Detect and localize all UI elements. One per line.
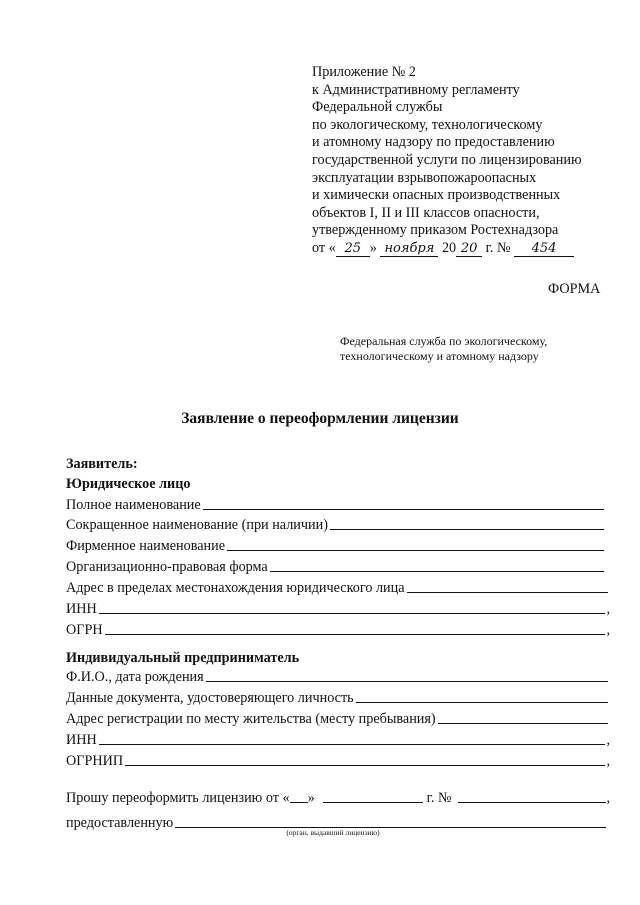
field-ogrn[interactable] bbox=[66, 619, 610, 639]
field-line[interactable] bbox=[203, 496, 604, 510]
appendix-line: Приложение № 2 bbox=[312, 64, 416, 80]
field-identity-document[interactable] bbox=[66, 687, 608, 707]
request-month-field[interactable] bbox=[323, 789, 423, 803]
field-short-name[interactable] bbox=[66, 514, 604, 534]
date-mid: » bbox=[369, 239, 377, 256]
field-inn-legal[interactable] bbox=[66, 598, 610, 618]
document-title: Заявление о переоформлении лицензии bbox=[181, 410, 459, 427]
field-inn-entrepreneur[interactable] bbox=[66, 729, 610, 749]
field-label: Фирменное наименование bbox=[66, 538, 225, 554]
appendix-line: по экологическому, технологическому bbox=[312, 116, 543, 133]
order-date-line bbox=[312, 240, 622, 258]
appendix-line: эксплуатации взрывопожароопасных bbox=[312, 169, 537, 186]
field-label: ИНН bbox=[66, 601, 97, 617]
field-label: Адрес в пределах местонахождения юридического лица bbox=[66, 580, 405, 596]
field-label: предоставленную bbox=[66, 815, 174, 831]
order-number: 454 bbox=[514, 241, 574, 257]
issuing-authority-caption: (орган, выдавший лицензию) bbox=[286, 828, 380, 837]
appendix-line: объектов I, II и III классов опасности, bbox=[312, 204, 540, 221]
field-line[interactable] bbox=[206, 668, 608, 682]
request-year-suffix: г. № bbox=[426, 790, 452, 806]
request-day-field[interactable] bbox=[290, 789, 308, 803]
year-prefix: 20 bbox=[441, 239, 457, 256]
field-legal-form[interactable] bbox=[66, 556, 604, 576]
addressee-line: технологическому и атомному надзору bbox=[340, 349, 539, 363]
field-line[interactable] bbox=[270, 558, 604, 572]
order-month: ноября bbox=[380, 241, 438, 257]
field-label: ИНН bbox=[66, 732, 97, 748]
field-label: Сокращенное наименование (при наличии) bbox=[66, 517, 328, 533]
field-line[interactable] bbox=[125, 752, 605, 766]
appendix-line: утвержденному приказом Ростехнадзора bbox=[312, 222, 559, 239]
request-number-field[interactable] bbox=[458, 789, 607, 803]
appendix-block bbox=[312, 64, 622, 258]
request-quote-close: » bbox=[307, 790, 315, 806]
entrepreneur-heading: Индивидуальный предприниматель bbox=[66, 650, 300, 666]
request-prefix: Прошу переоформить лицензию от « bbox=[66, 790, 290, 806]
field-label: Данные документа, удостоверяющего личность bbox=[66, 690, 354, 706]
field-comma: , bbox=[606, 753, 610, 769]
field-label: Полное наименование bbox=[66, 497, 201, 513]
order-year: 20 bbox=[456, 241, 482, 257]
request-license-line bbox=[66, 787, 610, 807]
field-comma: , bbox=[606, 622, 610, 638]
appendix-line: государственной услуги по лицензированию bbox=[312, 151, 582, 168]
field-comma: , bbox=[606, 732, 610, 748]
field-ogrnip[interactable] bbox=[66, 750, 610, 770]
field-line[interactable] bbox=[99, 731, 606, 745]
appendix-line: Федеральной службы bbox=[312, 99, 443, 116]
field-line[interactable] bbox=[407, 579, 608, 593]
field-label: Адрес регистрации по месту жительства (месту пребывания) bbox=[66, 711, 436, 727]
field-label: Организационно-правовая форма bbox=[66, 559, 268, 575]
field-legal-address[interactable] bbox=[66, 577, 608, 597]
field-fio-birthdate[interactable] bbox=[66, 666, 608, 686]
appendix-line: к Административному регламенту bbox=[312, 81, 520, 98]
request-comma: , bbox=[606, 790, 610, 806]
field-label: ОГРН bbox=[66, 622, 103, 638]
field-line[interactable] bbox=[356, 689, 608, 703]
addressee-block bbox=[340, 334, 620, 364]
field-line[interactable] bbox=[105, 621, 606, 635]
date-prefix: от « bbox=[312, 239, 336, 256]
applicant-heading: Заявитель: bbox=[66, 456, 138, 472]
field-comma: , bbox=[606, 601, 610, 617]
appendix-line: и атомному надзору по предоставлению bbox=[312, 134, 555, 151]
order-day: 25 bbox=[336, 241, 370, 257]
field-line[interactable] bbox=[175, 814, 606, 828]
field-line[interactable] bbox=[330, 516, 604, 530]
addressee-line: Федеральная служба по экологическому, bbox=[340, 334, 548, 348]
field-line[interactable] bbox=[99, 600, 606, 614]
appendix-line: и химически опасных производственных bbox=[312, 187, 561, 204]
date-suffix: г. № bbox=[485, 239, 511, 256]
field-label: ОГРНИП bbox=[66, 753, 124, 769]
field-brand-name[interactable] bbox=[66, 535, 604, 555]
field-line[interactable] bbox=[438, 710, 608, 724]
field-full-name[interactable] bbox=[66, 494, 604, 514]
field-registration-address[interactable] bbox=[66, 708, 608, 728]
form-label: ФОРМА bbox=[548, 281, 601, 297]
field-line[interactable] bbox=[227, 537, 604, 551]
legal-entity-heading: Юридическое лицо bbox=[66, 476, 191, 492]
field-label: Ф.И.О., дата рождения bbox=[66, 669, 204, 685]
